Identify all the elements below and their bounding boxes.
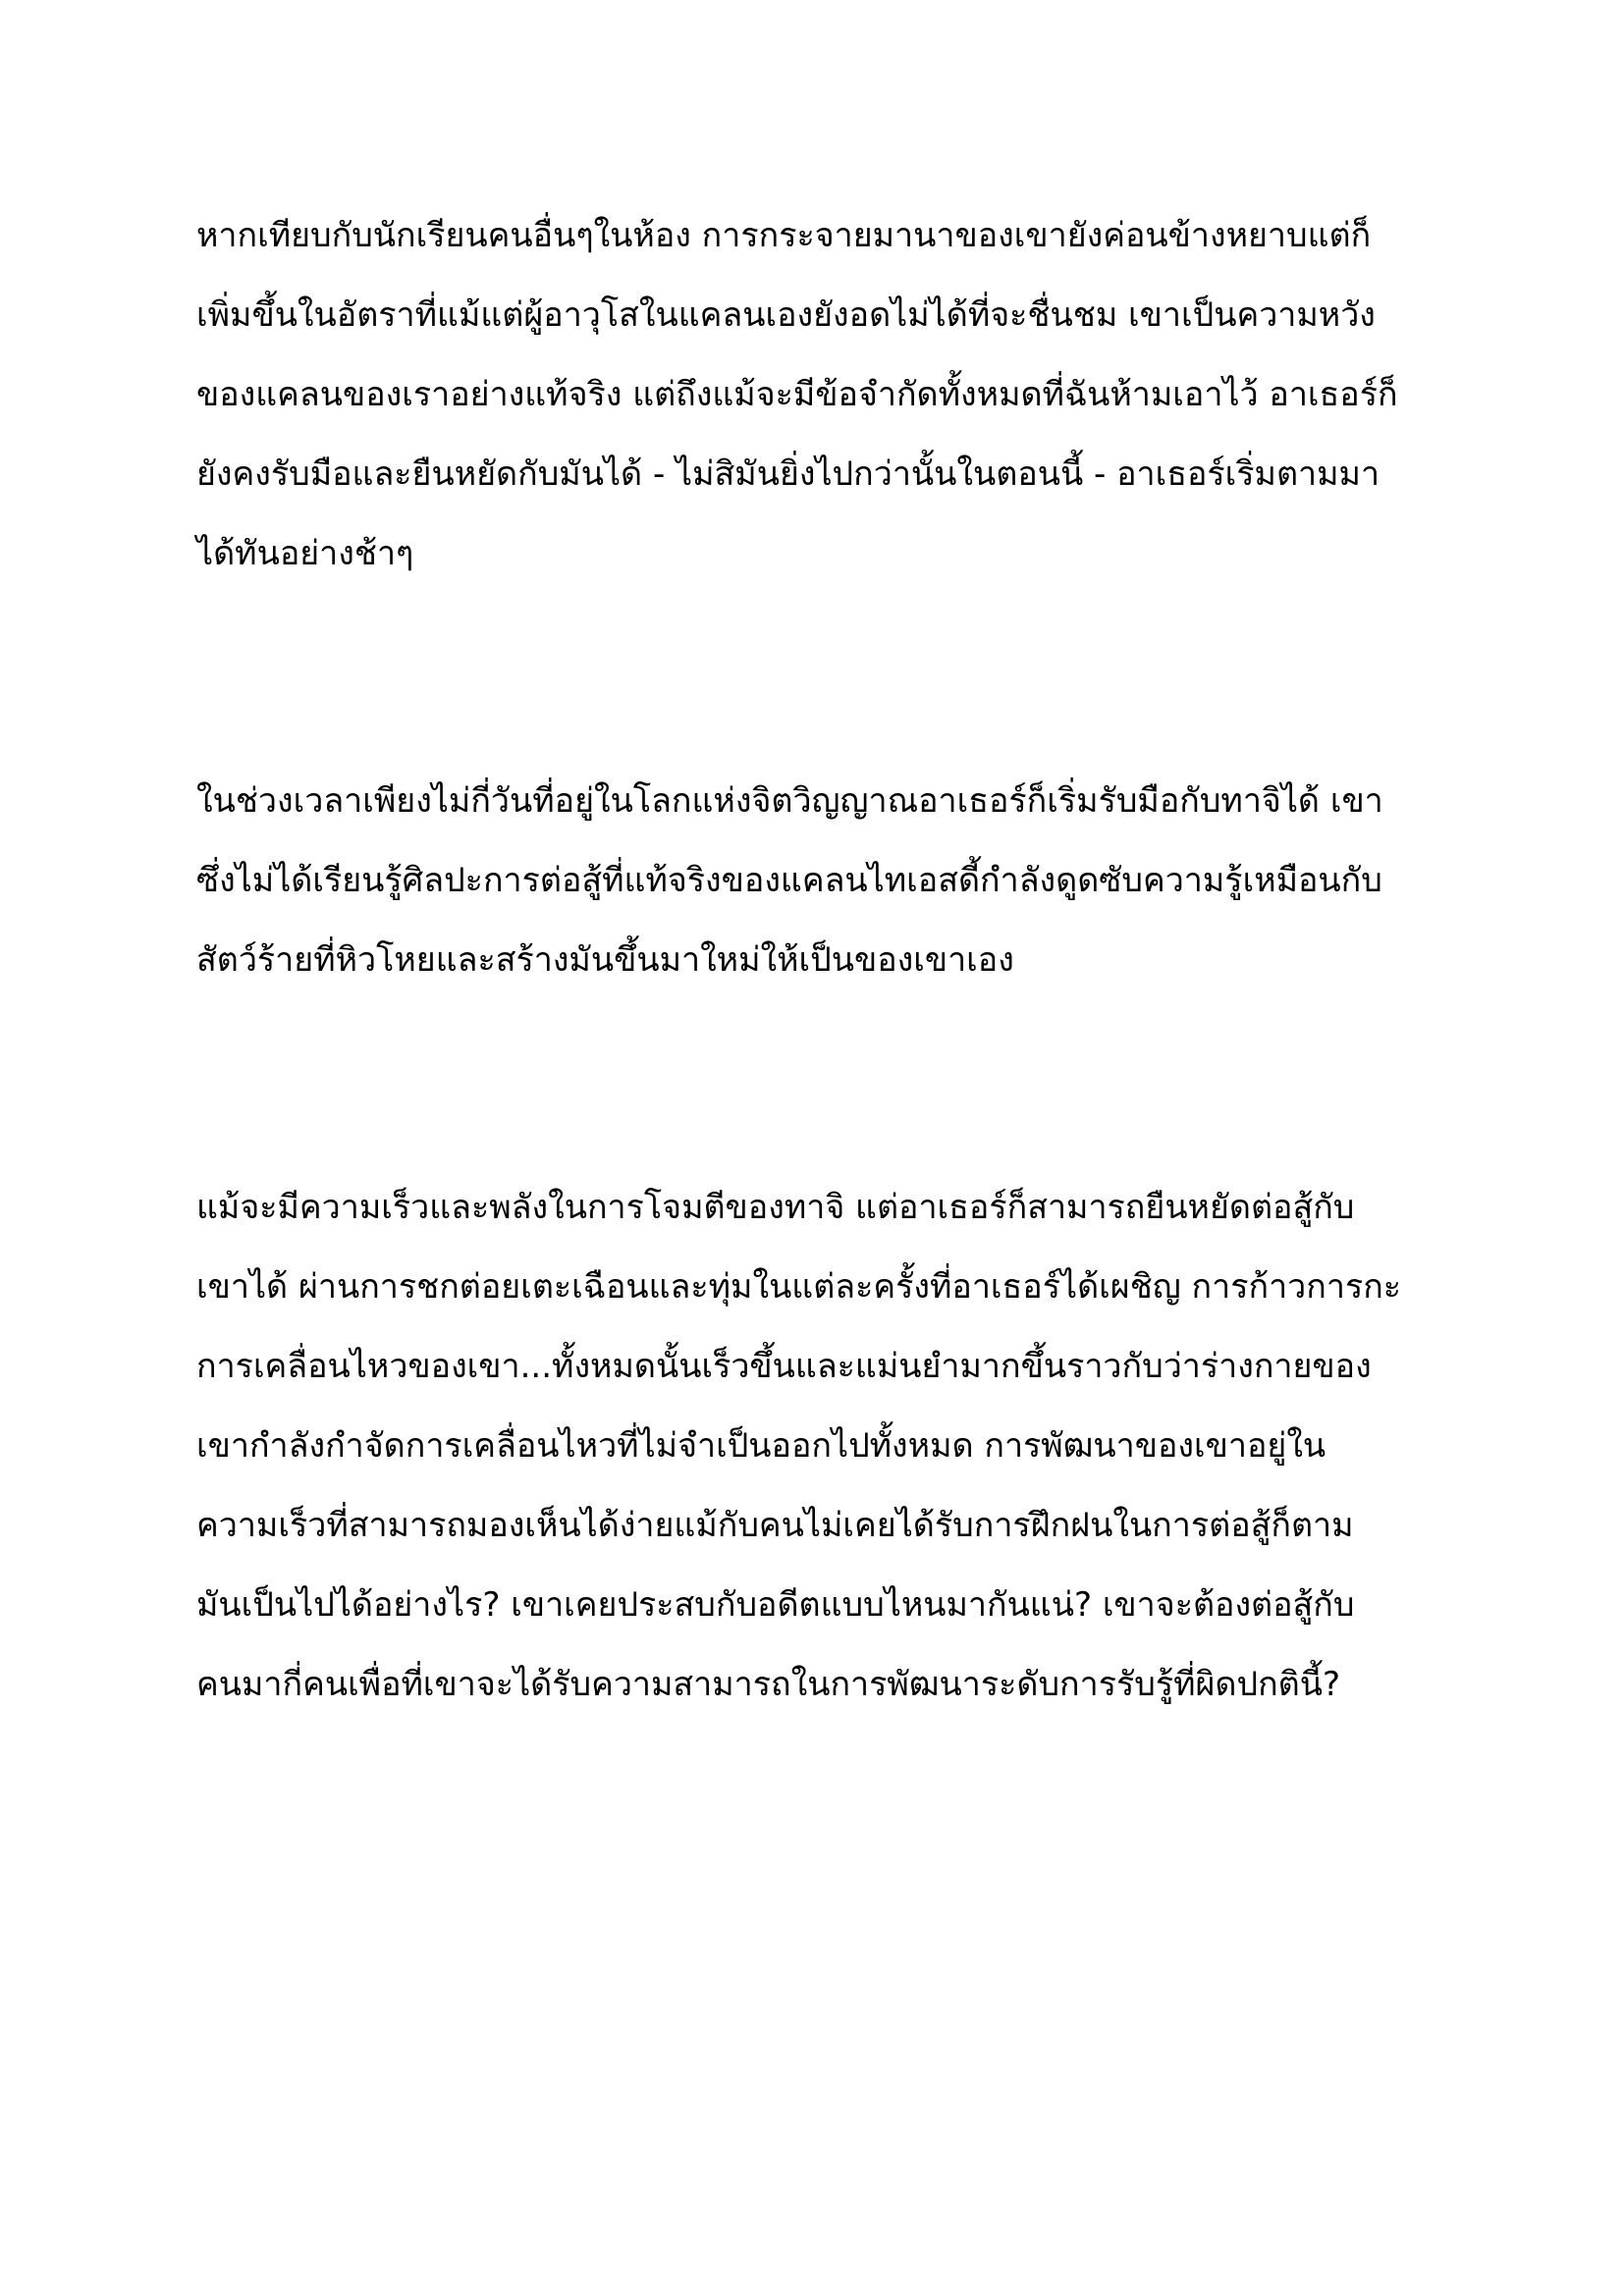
text-line: ของแคลนของเราอย่างแท้จริง แต่ถึงแม้จะมีข้อจำกัดทั้งหมดที่ฉันห้ามเอาไว้ อาเธอร์ก็ — [196, 375, 1398, 414]
text-line: ซึ่งไม่ได้เรียนรู้ศิลปะการต่อสู้ที่แท้จริงของแคลนไทเอสดี้กำลังดูดซับความรู้เหมือนกับ — [196, 861, 1382, 900]
text-line: ยังคงรับมือและยืนหยัดกับมันได้ - ไม่สิมันยิ่งไปกว่านั้นในตอนนี้ - อาเธอร์เริ่มตามมา — [196, 454, 1380, 494]
text-line: แม้จะมีความเร็วและพลังในการโจมตีของทาจิ แต่อาเธอร์ก็สามารถยืนหยัดต่อสู้กับ — [196, 1188, 1355, 1227]
text-line: เขากำลังกำจัดการเคลื่อนไหวที่ไม่จำเป็นออกไปทั้งหมด การพัฒนาของเขาอยู่ใน — [196, 1426, 1326, 1466]
paragraph — [196, 762, 1463, 1000]
paragraph — [196, 1168, 1463, 1725]
text-line: การเคลื่อนไหวของเขา...ทั้งหมดนั้นเร็วขึ้นและแม่นยำมากขึ้นราวกับว่าร่างกายของ — [196, 1347, 1372, 1386]
text-line: มันเป็นไปได้อย่างไร? เขาเคยประสบกับอดีตแบบไหนมากันแน่? เขาจะต้องต่อสู้กับ — [196, 1585, 1355, 1625]
text-line: คนมากี่คนเพื่อที่เขาจะได้รับความสามารถในการพัฒนาระดับการรับรู้ที่ผิดปกตินี้? — [196, 1665, 1341, 1704]
text-line: เพิ่มขึ้นในอัตราที่แม้แต่ผู้อาวุโสในแคลนเองยังอดไม่ได้ที่จะชื่นชม เขาเป็นความหวัง — [196, 295, 1376, 335]
text-line: เขาได้ ผ่านการชกต่อยเตะเฉือนและทุ่มในแต่ละครั้งที่อาเธอร์ได้เผชิญ การก้าวการกะ — [196, 1267, 1402, 1307]
text-line: หากเทียบกับนักเรียนคนอื่นๆในห้อง การกระจายมานาของเขายังค่อนข้างหยาบแต่ก็ — [196, 216, 1372, 255]
text-line: ความเร็วที่สามารถมองเห็นได้ง่ายแม้กับคนไม่เคยได้รับการฝึกฝนในการต่อสู้ก็ตาม — [196, 1506, 1354, 1545]
text-line: ในช่วงเวลาเพียงไม่กี่วันที่อยู่ในโลกแห่งจิตวิญญาณอาเธอร์ก็เริ่มรับมือกับทาจิได้ เขา — [196, 781, 1383, 821]
text-line: ได้ทันอย่างช้าๆ — [196, 534, 414, 573]
paragraph — [196, 196, 1463, 594]
text-line: สัตว์ร้ายที่หิวโหยและสร้างมันขึ้นมาใหม่ให้เป็นของเขาเอง — [196, 940, 1014, 980]
